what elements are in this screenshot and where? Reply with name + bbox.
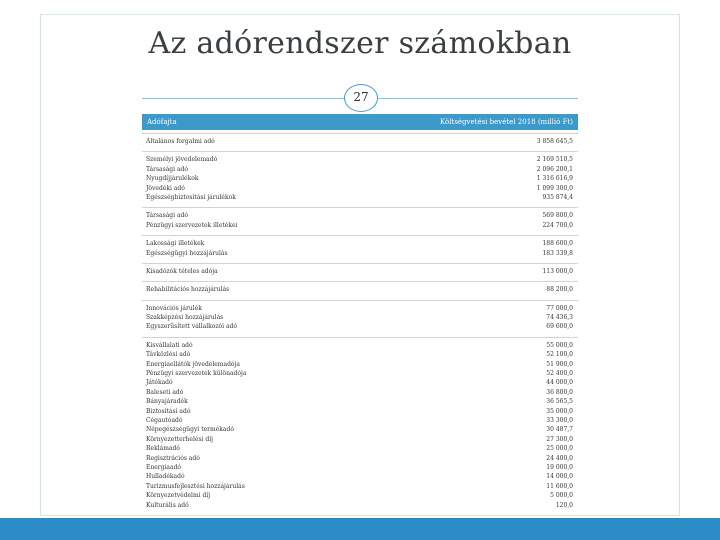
table-row xyxy=(146,397,573,406)
tax-name: Környezetvédelmi díj xyxy=(146,492,211,500)
table-row xyxy=(146,165,573,174)
tax-name: Általános forgalmi adó xyxy=(146,138,215,145)
tax-name: Innovációs járulék xyxy=(146,304,202,312)
tax-name: Nyugdíjjárulékok xyxy=(146,175,199,183)
table-row-group xyxy=(142,337,578,512)
tax-name: Egészségügyi hozzájárulás xyxy=(146,249,228,257)
revenue-value: 224 700,0 xyxy=(542,221,573,229)
table-row xyxy=(146,267,573,276)
revenue-value: 935 874,4 xyxy=(542,193,573,201)
tax-revenue-table xyxy=(142,114,578,512)
revenue-value: 19 000,0 xyxy=(546,463,573,471)
table-row xyxy=(146,491,573,500)
revenue-value: 5 000,0 xyxy=(550,492,573,500)
revenue-value: 188 600,0 xyxy=(542,240,573,248)
page-number-badge: 27 xyxy=(344,84,378,112)
revenue-value: 35 000,0 xyxy=(546,407,573,415)
table-row xyxy=(146,155,573,164)
tax-name: Baleseti adó xyxy=(146,388,184,396)
footer-bar xyxy=(0,518,720,540)
table-row xyxy=(146,174,573,183)
revenue-value: 52 100,0 xyxy=(546,351,573,359)
column-header-revenue: Költségvetési bevétel 2018 (millió Ft) xyxy=(440,118,573,126)
revenue-value: 113 000,0 xyxy=(542,267,573,275)
tax-name: Pénzügyi szervezetek illetékei xyxy=(146,221,238,229)
tax-name: Energiaellátók jövedelemadója xyxy=(146,360,240,368)
revenue-value: 25 000,0 xyxy=(546,445,573,453)
tax-name: Egészségbiztosítási járulékok xyxy=(146,193,236,201)
table-row xyxy=(146,193,573,202)
table-row xyxy=(146,249,573,258)
table-row xyxy=(146,239,573,248)
tax-name: Társasági adó xyxy=(146,212,188,220)
tax-name: Cégautóadó xyxy=(146,416,183,424)
tax-name: Kisadózók tételes adója xyxy=(146,267,218,275)
table-row xyxy=(146,304,573,313)
table-row-group xyxy=(142,235,578,260)
table-row xyxy=(146,454,573,463)
tax-name: Turizmusfejlesztési hozzájárulás xyxy=(146,482,245,490)
table-row xyxy=(146,184,573,193)
revenue-value: 569 800,0 xyxy=(542,212,573,220)
revenue-value: 14 000,0 xyxy=(546,473,573,481)
table-row xyxy=(146,444,573,453)
revenue-value: 1 316 616,9 xyxy=(536,175,573,183)
tax-name: Reklámadó xyxy=(146,445,180,453)
table-row xyxy=(146,378,573,387)
table-row-group xyxy=(142,263,578,278)
table-row xyxy=(146,472,573,481)
revenue-value: 27 300,0 xyxy=(546,435,573,443)
tax-name: Szakképzési hozzájárulás xyxy=(146,314,224,322)
slide-title: Az adórendszer számokban xyxy=(148,26,572,61)
table-row xyxy=(146,435,573,444)
revenue-value: 52 400,0 xyxy=(546,370,573,378)
tax-name: Kisvállalati adó xyxy=(146,341,193,349)
revenue-value: 55 000,0 xyxy=(546,341,573,349)
tax-name: Egyszerűsített vállalkozói adó xyxy=(146,323,238,331)
revenue-value: 88 200,0 xyxy=(546,286,573,294)
revenue-value: 120,0 xyxy=(555,501,573,509)
tax-name: Lakossági illetékek xyxy=(146,240,205,248)
table-row xyxy=(146,501,573,510)
tax-name: Energiaadó xyxy=(146,463,182,471)
table-row xyxy=(146,425,573,434)
tax-name: Személyi jövedelemadó xyxy=(146,156,218,164)
revenue-value: 2 169 510,5 xyxy=(536,156,573,164)
tax-name: Környezetterhelési díj xyxy=(146,435,213,443)
revenue-value: 2 096 200,1 xyxy=(536,165,573,173)
tax-name: Regisztrációs adó xyxy=(146,454,200,462)
table-row-group xyxy=(142,151,578,204)
table-row-group xyxy=(142,281,578,296)
revenue-value: 77 000,0 xyxy=(546,304,573,312)
table-row xyxy=(146,463,573,472)
tax-name: Hulladékadó xyxy=(146,473,185,481)
table-row xyxy=(146,350,573,359)
table-row xyxy=(146,322,573,331)
table-row xyxy=(146,285,573,294)
table-header xyxy=(142,114,578,130)
tax-name: Jövedéki adó xyxy=(146,184,185,192)
revenue-value: 36 565,5 xyxy=(546,398,573,406)
table-row xyxy=(146,369,573,378)
column-header-tax-type: Adófajta xyxy=(147,118,177,126)
revenue-value: 30 487,7 xyxy=(546,426,573,434)
tax-name: Társasági adó xyxy=(146,165,188,173)
table-row xyxy=(146,221,573,230)
table-row-group xyxy=(142,207,578,232)
revenue-value: 1 099 300,0 xyxy=(536,184,573,192)
table-row xyxy=(146,360,573,369)
revenue-value: 183 339,8 xyxy=(542,249,573,257)
table-row-group xyxy=(142,300,578,334)
tax-name: Kulturális adó xyxy=(146,501,189,509)
table-row xyxy=(146,407,573,416)
table-row xyxy=(146,211,573,220)
table-row xyxy=(146,416,573,425)
table-row xyxy=(146,388,573,397)
table-row xyxy=(146,482,573,491)
tax-name: Távközlési adó xyxy=(146,351,191,359)
table-row-group xyxy=(142,133,578,148)
revenue-value: 69 600,0 xyxy=(546,323,573,331)
revenue-value: 33 300,0 xyxy=(546,416,573,424)
tax-name: Játékadó xyxy=(146,379,173,387)
revenue-value: 3 858 645,5 xyxy=(536,138,573,145)
tax-name: Bányajáradék xyxy=(146,398,188,406)
tax-name: Biztosítási adó xyxy=(146,407,191,415)
revenue-value: 44 000,0 xyxy=(546,379,573,387)
tax-name: Népegészségügyi termékadó xyxy=(146,426,234,434)
table-body xyxy=(142,133,578,512)
revenue-value: 74 436,3 xyxy=(546,314,573,322)
revenue-value: 36 800,0 xyxy=(546,388,573,396)
table-row xyxy=(146,137,573,146)
revenue-value: 24 400,0 xyxy=(546,454,573,462)
tax-name: Rehabilitációs hozzájárulás xyxy=(146,286,230,294)
table-row xyxy=(146,341,573,350)
table-row xyxy=(146,313,573,322)
revenue-value: 11 600,0 xyxy=(546,482,573,490)
tax-name: Pénzügyi szervezetek különadója xyxy=(146,370,247,378)
revenue-value: 51 900,0 xyxy=(546,360,573,368)
